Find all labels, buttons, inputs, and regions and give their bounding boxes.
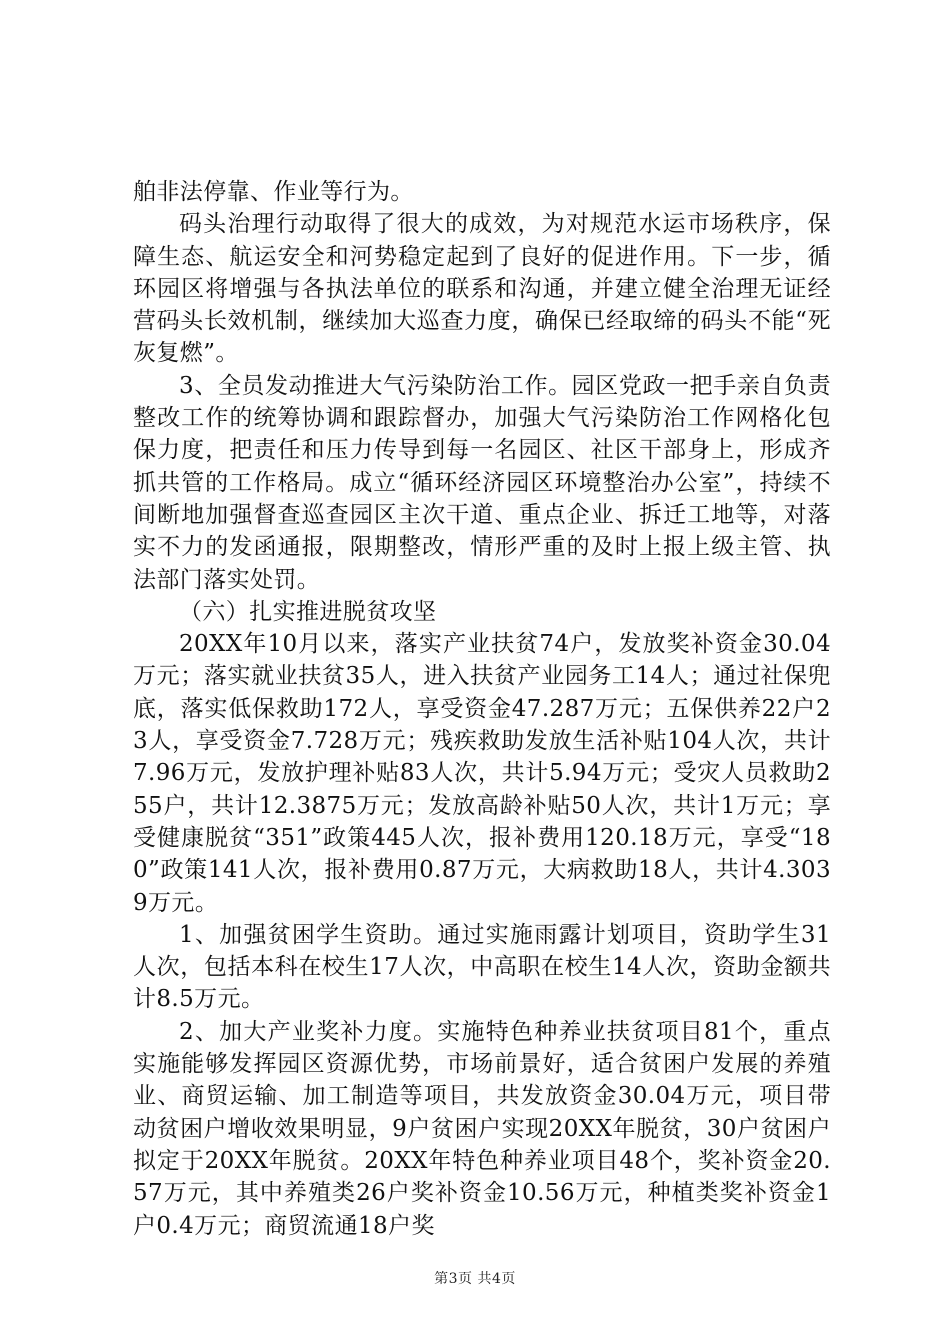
- document-body: [133, 176, 831, 1242]
- section-heading: （六）扎实推进脱贫攻坚: [179, 598, 437, 625]
- paragraph-3: 3、全员发动推进大气污染防治工作。园区党政一把手亲自负责整改工作的统筹协调和跟踪督办，加强大气污染防治工作网格化包保力度，把责任和压力传导到每一名园区、社区干部身上，形成齐抓共管的工作格局。成立“循环经济园区环境整治办公室”，持续不间断地加强督查巡查园区主次干道、重点企业、拆迁工地等，对落实不力的发函通报，限期整改，情形严重的及时上报上级主管、执法部门落实处罚。: [133, 372, 831, 593]
- paragraph-2: 码头治理行动取得了很大的成效，为对规范水运市场秩序，保障生态、航运安全和河势稳定起到了良好的促进作用。下一步，循环园区将增强与各执法单位的联系和沟通，并建立健全治理无证经营码头长效机制，继续加大巡查力度，确保已经取缔的码头不能“死灰复燃”。: [133, 211, 831, 367]
- paragraph-5: 1、加强贫困学生资助。通过实施雨露计划项目，资助学生31人次，包括本科在校生17人次，中高职在校生14人次，资助金额共计8.5万元。: [133, 921, 831, 1013]
- page-number-label: 第3页 共4页: [434, 1271, 516, 1287]
- paragraph-6: 2、加大产业奖补力度。实施特色种养业扶贫项目81个，重点实施能够发挥园区资源优势，市场前景好，适合贫困户发展的养殖业、商贸运输、加工制造等项目，共发放资金30.04万元，项目带动贫困户增收效果明显，9户贫困户实现20XX年脱贫，30户贫困户拟定于20XX年脱贫。20XX年特色种养业项目48个，奖补资金20.57万元，其中养殖类26户奖补资金10.56万元，种植类奖补资金1户0.4万元；商贸流通18户奖: [133, 1018, 831, 1239]
- paragraph-1: 舶非法停靠、作业等行为。: [133, 179, 414, 205]
- page-footer: [0, 1268, 950, 1288]
- paragraph-4: 20XX年10月以来，落实产业扶贫74户，发放奖补资金30.04万元；落实就业扶贫35人，进入扶贫产业园务工14人；通过社保兜底，落实低保救助172人，享受资金47.287万元；五保供养22户23人，享受资金7.728万元；残疾救助发放生活补贴104人次，共计7.96万元，发放护理补贴83人次，共计5.94万元；受灾人员救助255户，共计12.3875万元；发放高龄补贴50人次，共计1万元；享受健康脱贫“351”政策445人次，报补费用120.18万元，享受“180”政策141人次，报补费用0.87万元，大病救助18人，共计4.3039万元。: [133, 631, 831, 916]
